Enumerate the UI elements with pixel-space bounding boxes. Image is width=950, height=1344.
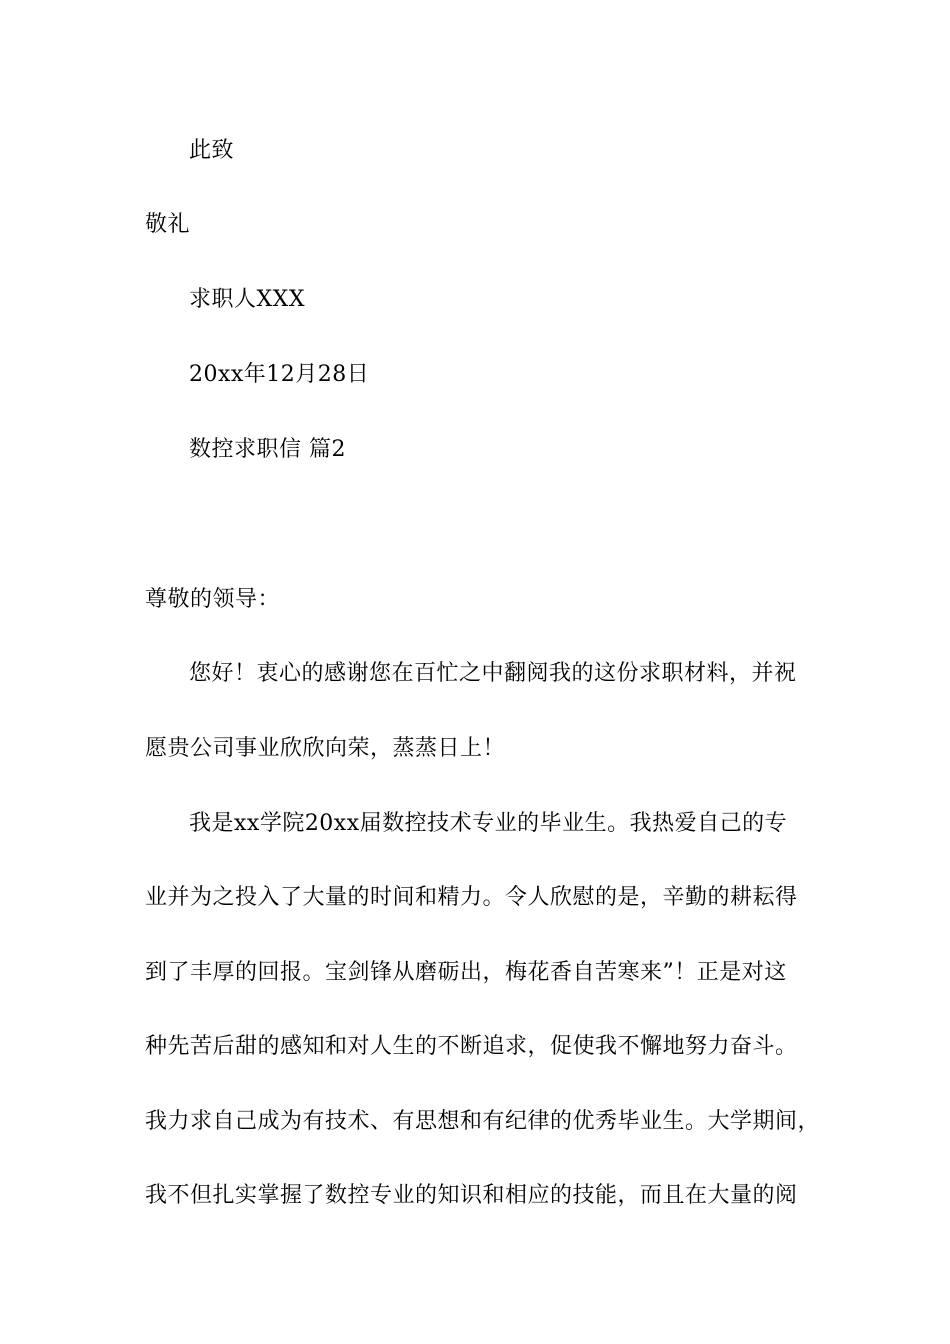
closing-salutation: 此致	[189, 138, 235, 163]
paragraph-line: 我力求自己成为有技术、有思想和有纪律的优秀毕业生。大学期间，	[145, 1109, 821, 1134]
paragraph-line: 愿贵公司事业欣欣向荣，蒸蒸日上！	[145, 736, 506, 761]
section-title: 数控求职信 篇2	[189, 437, 346, 462]
signer-name: 求职人XXX	[189, 287, 305, 312]
paragraph-line: 您好！衷心的感谢您在百忙之中翻阅我的这份求职材料，并祝	[189, 661, 797, 686]
letter-date: 20xx年12月28日	[189, 362, 370, 387]
letter-greeting: 尊敬的领导：	[145, 587, 281, 612]
paragraph-line: 到了丰厚的回报。宝剑锋从磨砺出，梅花香自苦寒来”！正是对这	[145, 960, 787, 985]
paragraph-line: 我是xx学院20xx届数控技术专业的毕业生。我热爱自己的专	[189, 811, 788, 836]
paragraph-line: 业并为之投入了大量的时间和精力。令人欣慰的是，辛勤的耕耘得	[145, 885, 798, 910]
closing-regards: 敬礼	[145, 212, 191, 237]
paragraph-line: 我不但扎实掌握了数控专业的知识和相应的技能，而且在大量的阅	[145, 1183, 798, 1208]
paragraph-line: 种先苦后甜的感知和对人生的不断追求，促使我不懈地努力奋斗。	[145, 1034, 798, 1059]
